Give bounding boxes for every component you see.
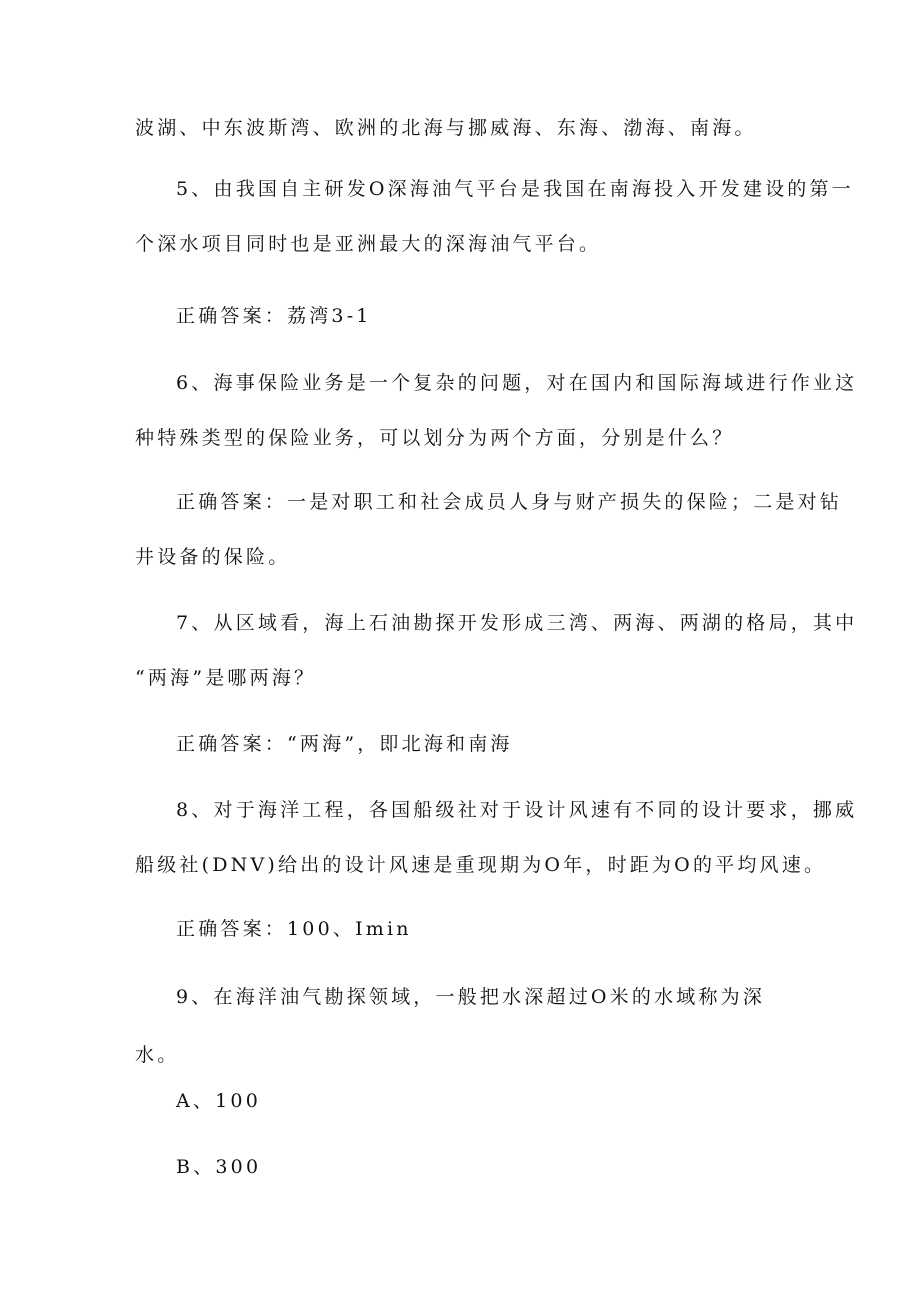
question-6-line-2: 种特殊类型的保险业务，可以划分为两个方面，分别是什么？: [135, 427, 735, 449]
question-9-line-2: 水。: [135, 1044, 180, 1066]
question-8-line-1: 8、对于海洋工程，各国船级社对于设计风速有不同的设计要求，挪威: [176, 799, 858, 821]
question-7-line-2: “两海”是哪两海？: [135, 667, 317, 689]
question-6-line-1: 6、海事保险业务是一个复杂的问题，对在国内和国际海域进行作业这: [176, 372, 858, 394]
question-5-line-2: 个深水项目同时也是亚洲最大的深海油气平台。: [135, 233, 602, 255]
question-5-line-1: 5、由我国自主研发O深海油气平台是我国在南海投入开发建设的第一: [176, 178, 854, 200]
answer-6-line-1: 正确答案：一是对职工和社会成员人身与财产损失的保险；二是对钻: [176, 491, 843, 513]
question-9-option-a: A、100: [176, 1090, 261, 1112]
question-8-line-2: 船级社(DNV)给出的设计风速是重现期为O年，时距为O的平均风速。: [135, 854, 827, 876]
question-7-line-1: 7、从区域看，海上石油勘探开发形成三湾、两海、两湖的格局，其中: [176, 612, 858, 634]
question-9-option-b: B、300: [176, 1156, 262, 1178]
answer-7: 正确答案：“两海”，即北海和南海: [176, 733, 513, 755]
question-9-line-1: 9、在海洋油气勘探领域，一般把水深超过O米的水域称为深: [176, 986, 766, 1008]
answer-6-line-2: 井设备的保险。: [135, 546, 291, 568]
answer-5: 正确答案：荔湾3-1: [176, 305, 372, 327]
answer-8: 正确答案：100、Imin: [176, 918, 412, 940]
text-line-continuation: 波湖、中东波斯湾、欧洲的北海与挪威海、东海、渤海、南海。: [135, 117, 757, 139]
